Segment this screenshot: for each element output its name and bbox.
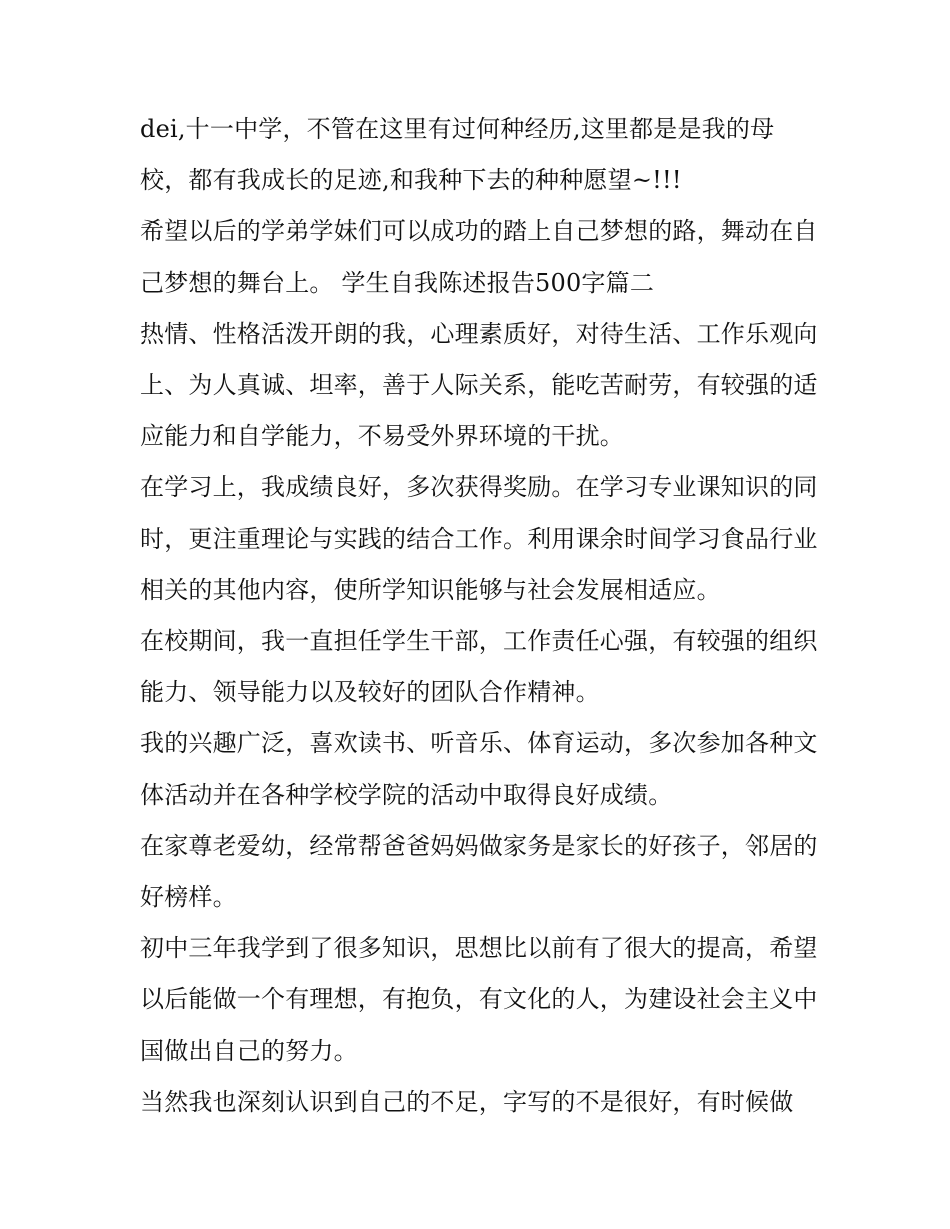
paragraph-7: 在家尊老爱幼，经常帮爸爸妈妈做家务是家长的好孩子，邻居的好榜样。 xyxy=(140,831,818,912)
paragraph-1: dei,十一中学，不管在这里有过何种经历,这里都是是我的母校，都有我成长的足迹,和我种下去的种种愿望~!!! xyxy=(140,115,775,195)
paragraph-8: 初中三年我学到了很多知识，思想比以前有了很大的提高，希望以后能做一个有理想，有抱负，有文化的人，为建设社会主义中国做出自己的努力。 xyxy=(140,934,818,1065)
paragraph-4: 在学习上，我成绩良好，多次获得奖励。在学习专业课知识的同时，更注重理论与实践的结合工作。利用课余时间学习食品行业相关的其他内容，使所学知识能够与社会发展相适应。 xyxy=(140,473,818,604)
document-body xyxy=(140,104,820,1128)
paragraph-2: 希望以后的学弟学妹们可以成功的踏上自己梦想的路，舞动在自己梦想的舞台上。 学生自我陈述报告500字篇二 xyxy=(140,217,818,297)
paragraph-3: 热情、性格活泼开朗的我，心理素质好，对待生活、工作乐观向上、为人真诚、坦率，善于人际关系，能吃苦耐劳，有较强的适应能力和自学能力，不易受外界环境的干扰。 xyxy=(140,319,818,451)
paragraph-5: 在校期间，我一直担任学生干部，工作责任心强，有较强的组织能力、领导能力以及较好的团队合作精神。 xyxy=(140,627,818,707)
paragraph-9: 当然我也深刻认识到自己的不足，字写的不是很好，有时候做 xyxy=(140,1087,794,1116)
paragraph-6: 我的兴趣广泛，喜欢读书、听音乐、体育运动，多次参加各种文体活动并在各种学校学院的活动中取得良好成绩。 xyxy=(140,729,818,809)
